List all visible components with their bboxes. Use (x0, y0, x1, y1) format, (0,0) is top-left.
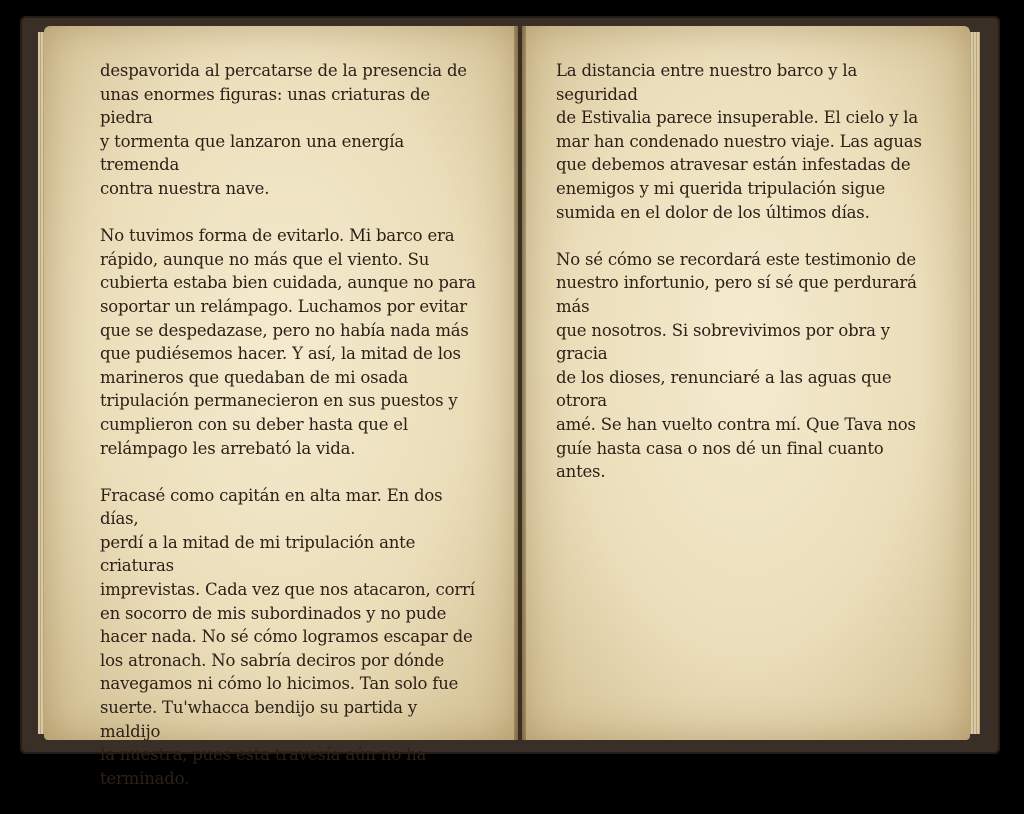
left-paragraph-1: despavorida al percatarse de la presencia de unas enormes figuras: unas criaturas de piedra y tormenta que lanzaron una energía tremenda contra nuestra nave. (100, 61, 467, 198)
book-spine-gutter (514, 26, 526, 740)
left-paragraph-3: Fracasé como capitán en alta mar. En dos días, perdí a la mitad de mi tripulación ante criaturas imprevistas. Cada vez que nos atacaron, corrí en socorro de mis subordinados y no pude hacer nada. No sé cómo logramos escapar de los atronach. No sabría deciros por dónde navegamos ni cómo lo hicimos. Tan solo fue suerte. Tu'whacca bendijo su partida y maldijo la nuestra, pues esta travesía aún no ha terminado. (100, 485, 475, 788)
left-page-text (100, 59, 480, 814)
left-paragraph-2: No tuvimos forma de evitarlo. Mi barco era rápido, aunque no más que el viento. Su cubierta estaba bien cuidada, aunque no para soportar un relámpago. Luchamos por evitar que se despedazase, pero no había nada más que pudiésemos hacer. Y así, la mitad de los marineros que quedaban de mi osada tripulación permanecieron en sus puestos y cumplieron con su deber hasta que el relámpago les arrebató la vida. (100, 226, 476, 458)
right-page-text (556, 59, 936, 507)
right-paragraph-2: No sé cómo se recordará este testimonio de nuestro infortunio, pero sí sé que perdurará más que nosotros. Si sobrevivimos por obra y gracia de los dioses, renunciaré a las aguas que otrora amé. Se han vuelto contra mí. Que Tava nos guíe hasta casa o nos dé un final cuanto antes. (556, 249, 917, 482)
right-paragraph-1: La distancia entre nuestro barco y la seguridad de Estivalia parece insuperable. El cielo y la mar han condenado nuestro viaje. Las aguas que debemos atravesar están infestadas de enemigos y mi querida tripulación sigue sumida en el dolor de los últimos días. (556, 61, 922, 222)
